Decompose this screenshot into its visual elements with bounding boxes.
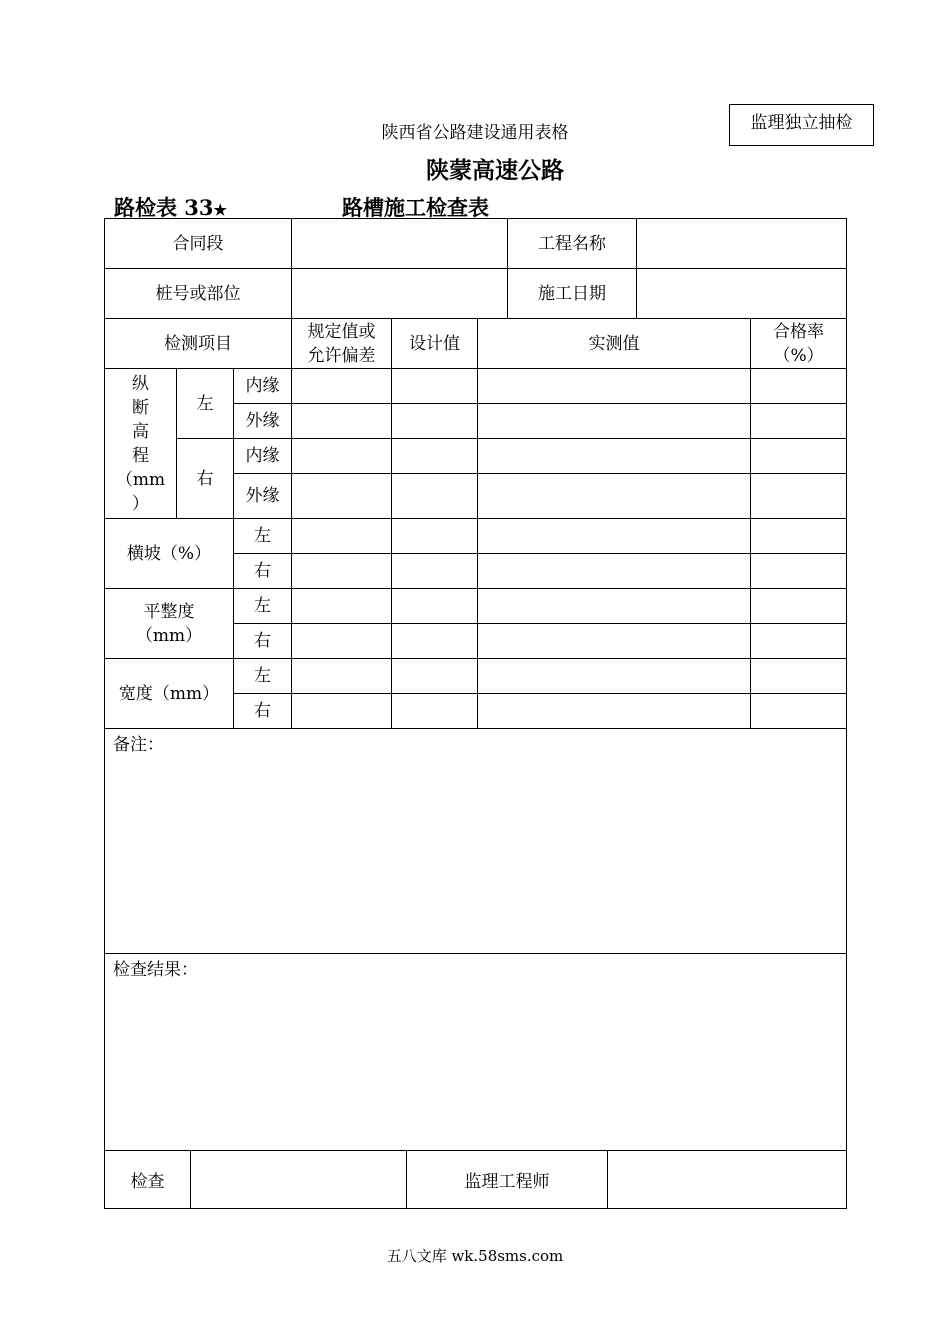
elev-char: 程 [132, 445, 149, 466]
elev-left-inner-label: 内缘 [234, 369, 292, 404]
slope-right-label: 右 [234, 554, 292, 589]
cell[interactable] [292, 519, 392, 554]
width-left-label: 左 [234, 659, 292, 694]
cell[interactable] [392, 694, 478, 729]
flatness-right-label: 右 [234, 624, 292, 659]
remarks-area[interactable] [105, 729, 847, 954]
engineer-label: 监理工程师 [407, 1151, 608, 1209]
cell[interactable] [751, 369, 847, 404]
cell[interactable] [392, 554, 478, 589]
cell[interactable] [478, 554, 751, 589]
col-design-header: 设计值 [392, 319, 478, 369]
cell[interactable] [392, 589, 478, 624]
cell[interactable] [292, 659, 392, 694]
date-label: 施工日期 [508, 269, 637, 319]
star-icon: ★ [213, 201, 227, 219]
cell[interactable] [292, 694, 392, 729]
elev-char: 断 [132, 397, 149, 418]
cell[interactable] [392, 474, 478, 519]
flatness-line2: （mm） [135, 625, 203, 646]
col-spec-header [292, 319, 392, 369]
flatness-label [105, 589, 234, 659]
form-title: 路槽施工检查表 [342, 196, 489, 220]
cell[interactable] [292, 404, 392, 439]
cell[interactable] [292, 554, 392, 589]
cell[interactable] [292, 439, 392, 474]
cell[interactable] [478, 659, 751, 694]
project-name-value[interactable] [637, 219, 847, 269]
inspector-signature[interactable] [191, 1151, 407, 1209]
width-label: 宽度（mm） [105, 659, 234, 729]
cell[interactable] [478, 519, 751, 554]
flatness-left-label: 左 [234, 589, 292, 624]
elev-left-label: 左 [177, 369, 234, 439]
col-pass-header [751, 319, 847, 369]
remarks-label: 备注： [113, 735, 164, 755]
cell[interactable] [292, 589, 392, 624]
stamp-box: 监理独立抽检 [729, 104, 874, 146]
cell[interactable] [292, 624, 392, 659]
signature-table [104, 1150, 847, 1209]
slope-left-label: 左 [234, 519, 292, 554]
elev-char: （mm [115, 469, 166, 490]
flatness-line1: 平整度 [143, 601, 195, 622]
result-label: 检查结果： [113, 960, 198, 980]
cell[interactable] [751, 659, 847, 694]
contract-label: 合同段 [105, 219, 292, 269]
col-pass-line2: （%） [773, 345, 824, 366]
cell[interactable] [478, 474, 751, 519]
project-title: 陕蒙高速公路 [426, 158, 564, 184]
cell[interactable] [751, 694, 847, 729]
cell[interactable] [478, 589, 751, 624]
col-spec-line2: 允许偏差 [307, 345, 376, 366]
cell[interactable] [478, 439, 751, 474]
cell[interactable] [751, 554, 847, 589]
cell[interactable] [478, 624, 751, 659]
cell[interactable] [478, 369, 751, 404]
col-item-header: 检测项目 [105, 319, 292, 369]
footer-watermark: 五八文库 wk.58sms.com [386, 1247, 564, 1265]
col-pass-line1: 合格率 [773, 321, 825, 342]
station-value[interactable] [292, 269, 508, 319]
elev-char: 纵 [132, 373, 149, 394]
width-right-label: 右 [234, 694, 292, 729]
cell[interactable] [392, 519, 478, 554]
cell[interactable] [392, 624, 478, 659]
cell[interactable] [751, 439, 847, 474]
cell[interactable] [751, 474, 847, 519]
elev-right-outer-label: 外缘 [234, 474, 292, 519]
cell[interactable] [392, 369, 478, 404]
col-measured-header: 实测值 [478, 319, 751, 369]
elev-right-label: 右 [177, 439, 234, 519]
elev-left-outer-label: 外缘 [234, 404, 292, 439]
cell[interactable] [392, 404, 478, 439]
cell[interactable] [751, 519, 847, 554]
cell[interactable] [478, 404, 751, 439]
date-value[interactable] [637, 269, 847, 319]
inspector-label: 检查 [105, 1151, 191, 1209]
result-area[interactable] [105, 954, 847, 1151]
cell[interactable] [292, 474, 392, 519]
cell[interactable] [392, 659, 478, 694]
form-subtitle: 陕西省公路建设通用表格 [381, 123, 569, 143]
engineer-signature[interactable] [608, 1151, 847, 1209]
elev-char: 高 [132, 421, 149, 442]
project-name-label: 工程名称 [508, 219, 637, 269]
cell[interactable] [392, 439, 478, 474]
cell[interactable] [751, 589, 847, 624]
form-number-text: 路检表 33 [114, 195, 214, 220]
cell[interactable] [478, 694, 751, 729]
inspection-table [104, 218, 847, 1151]
cell[interactable] [751, 624, 847, 659]
cell[interactable] [751, 404, 847, 439]
slope-label: 横坡（%） [105, 519, 234, 589]
cell[interactable] [292, 369, 392, 404]
col-spec-line1: 规定值或 [307, 321, 376, 342]
elevation-label [105, 369, 177, 519]
contract-value[interactable] [292, 219, 508, 269]
elev-right-inner-label: 内缘 [234, 439, 292, 474]
elev-char: ） [132, 493, 149, 514]
station-label: 桩号或部位 [105, 269, 292, 319]
